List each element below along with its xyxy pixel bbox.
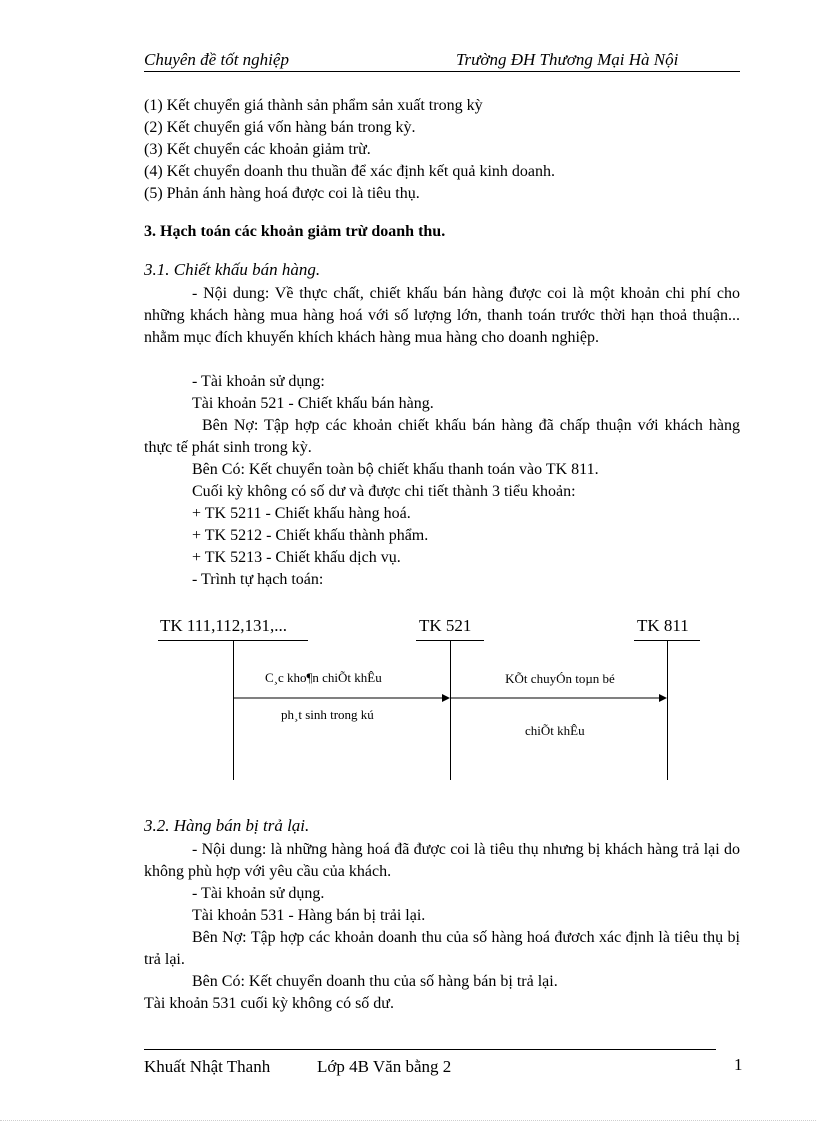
- diagram-account-3: TK 811: [637, 616, 689, 635]
- list-item: (4) Kết chuyển doanh thu thuần để xác định kết quả kinh doanh.: [144, 163, 555, 180]
- sub-account: + TK 5211 - Chiết khấu hàng hoá.: [192, 505, 411, 522]
- footer-author: Khuất Nhật Thanh: [144, 1057, 271, 1076]
- debit-side: Bên Nợ: Tập hợp các khoản doanh thu của số hàng hoá đươch xác định là tiêu thụ bị trả lại.: [144, 929, 740, 968]
- list-item: (3) Kết chuyển các khoản giảm trừ.: [144, 141, 371, 158]
- debit-side: Bên Nợ: Tập hợp các khoản chiết khấu bán hàng đã chấp thuận với khách hàng thực tế phát sinh trong kỳ.: [144, 417, 740, 456]
- arrow-1-bottom-label: ph¸t sinh trong kú: [281, 707, 374, 722]
- account-label: - Tài khoản sử dụng:: [192, 373, 325, 390]
- sub-account: + TK 5212 - Chiết khấu thành phẩm.: [192, 527, 429, 544]
- list-item: (2) Kết chuyển giá vốn hàng bán trong kỳ.: [144, 119, 416, 136]
- end-note: Cuối kỳ không có số dư và được chi tiết thành 3 tiểu khoản:: [192, 483, 576, 500]
- page-bottom-border: [0, 1120, 816, 1121]
- end-note: Tài khoản 531 cuối kỳ không có số dư.: [144, 995, 394, 1012]
- header-left: Chuyên đề tốt nghiệp: [144, 50, 289, 69]
- footer-class: Lớp 4B Văn bằng 2: [317, 1057, 452, 1076]
- diagram-account-2: TK 521: [419, 616, 472, 635]
- arrow-1-top-label: C¸c kho¶n chiÕt khÊu: [265, 670, 382, 685]
- header-right: Trường ĐH Thương Mại Hà Nội: [456, 50, 679, 69]
- page-number: 1: [734, 1055, 743, 1074]
- arrow-2-bottom-label: chiÕt khÊu: [525, 723, 585, 738]
- subsection-title-3-2: 3.2. Hàng bán bị trả lại.: [144, 816, 310, 835]
- section-title: 3. Hạch toán các khoản giảm trừ doanh thu.: [144, 223, 446, 240]
- procedure-label: - Trình tự hạch toán:: [192, 571, 324, 588]
- credit-side: Bên Có: Kết chuyển doanh thu của số hàng bán bị trả lại.: [192, 973, 558, 990]
- arrow-2-top-label: KÕt chuyÓn toµn bé: [505, 671, 615, 686]
- account-name: Tài khoản 521 - Chiết khấu bán hàng.: [192, 395, 434, 412]
- account-name: Tài khoản 531 - Hàng bán bị trải lại.: [192, 907, 426, 924]
- content-paragraph: - Nội dung: Về thực chất, chiết khấu bán hàng được coi là một khoản chi phí cho những khách hàng mua hàng hoá với số lượng lớn, thanh toán trước thời hạn thoả thuận... nhằm mục đích khuyến khích khách hàng mua hàng cho doanh nghiệp.: [144, 285, 740, 346]
- list-item: (1) Kết chuyển giá thành sản phẩm sản xuất trong kỳ: [144, 97, 483, 114]
- list-item: (5) Phản ánh hàng hoá được coi là tiêu thụ.: [144, 185, 420, 202]
- sub-account: + TK 5213 - Chiết khấu dịch vụ.: [192, 549, 401, 566]
- diagram-account-1: TK 111,112,131,...: [160, 616, 288, 635]
- credit-side: Bên Có: Kết chuyển toàn bộ chiết khấu thanh toán vào TK 811.: [192, 461, 599, 478]
- footer-rule: [144, 1049, 716, 1050]
- account-label: - Tài khoản sử dụng.: [192, 885, 325, 902]
- content-paragraph: - Nội dung: là những hàng hoá đã được coi là tiêu thụ nhưng bị khách hàng trả lại do không phù hợp với yêu cầu của khách.: [144, 841, 740, 880]
- subsection-title-3-1: 3.1. Chiết khấu bán hàng.: [144, 260, 321, 279]
